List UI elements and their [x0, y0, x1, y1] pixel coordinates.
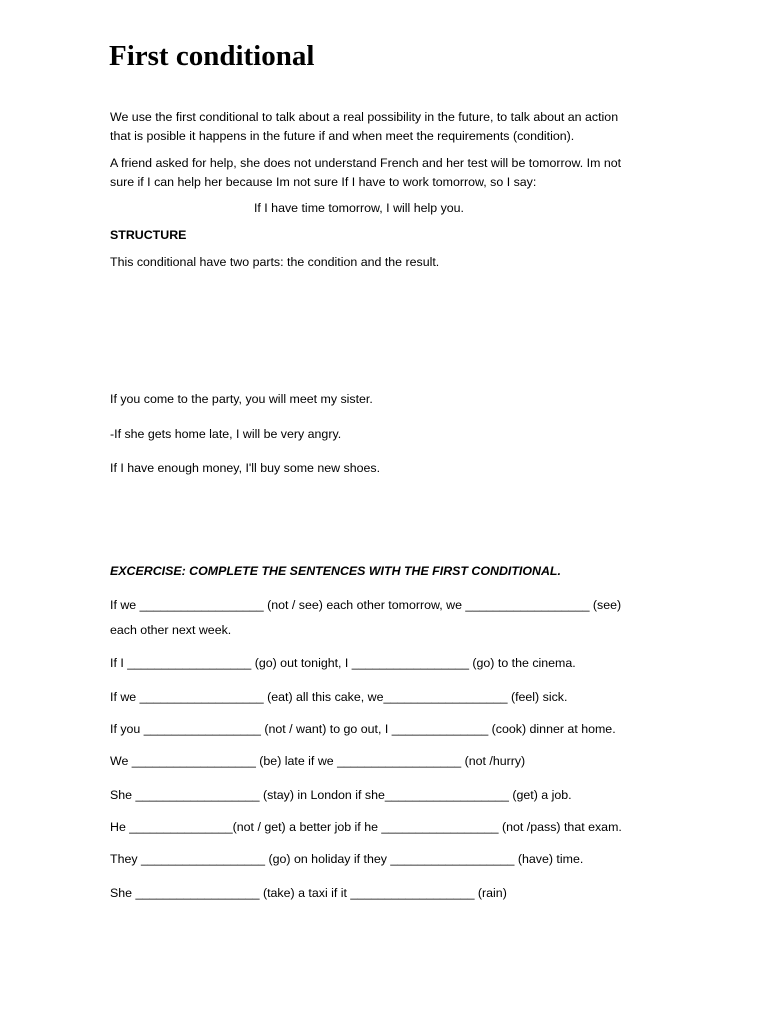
exercise-sentence: We __________________ (be) late if we __________________ (not /hurry) — [110, 754, 526, 768]
exercise-sentence-continuation: each other next week. — [110, 623, 232, 637]
exercise-sentence: If we __________________ (not / see) each other tomorrow, we __________________ (see) — [110, 598, 622, 612]
structure-text: This conditional have two parts: the condition and the result. — [110, 255, 440, 269]
friend-line-2: sure if I can help her because Im not sure If I have to work tomorrow, so I say: — [110, 175, 537, 189]
exercise-sentence: If I __________________ (go) out tonight, I _________________ (go) to the cinema. — [110, 656, 576, 670]
exercise-heading: EXCERCISE: COMPLETE THE SENTENCES WITH THE FIRST CONDITIONAL. — [110, 564, 561, 578]
page-title: First conditional — [109, 40, 315, 72]
exercise-sentence: If we __________________ (eat) all this cake, we__________________ (feel) sick. — [110, 690, 568, 704]
exercise-sentence: She __________________ (take) a taxi if it __________________ (rain) — [110, 886, 507, 900]
intro-line-1: We use the first conditional to talk about a real possibility in the future, to talk about an action — [110, 110, 619, 124]
friend-line-1: A friend asked for help, she does not understand French and her test will be tomorrow. Im not — [110, 156, 622, 170]
exercise-sentence: He _______________(not / get) a better job if he _________________ (not /pass) that exam. — [110, 820, 622, 834]
centered-example: If I have time tomorrow, I will help you. — [253, 201, 465, 215]
exercise-sentence: She __________________ (stay) in London if she__________________ (get) a job. — [110, 788, 572, 802]
example-sentence: If I have enough money, I'll buy some new shoes. — [110, 461, 381, 475]
intro-line-2: that is posible it happens in the future if and when meet the requirements (condition). — [110, 129, 575, 143]
structure-heading: STRUCTURE — [110, 228, 187, 242]
example-sentence: If you come to the party, you will meet my sister. — [110, 392, 373, 406]
exercise-sentence: They __________________ (go) on holiday if they __________________ (have) time. — [110, 852, 584, 866]
example-sentence: -If she gets home late, I will be very angry. — [110, 427, 342, 441]
exercise-sentence: If you _________________ (not / want) to go out, I ______________ (cook) dinner at home. — [110, 722, 616, 736]
